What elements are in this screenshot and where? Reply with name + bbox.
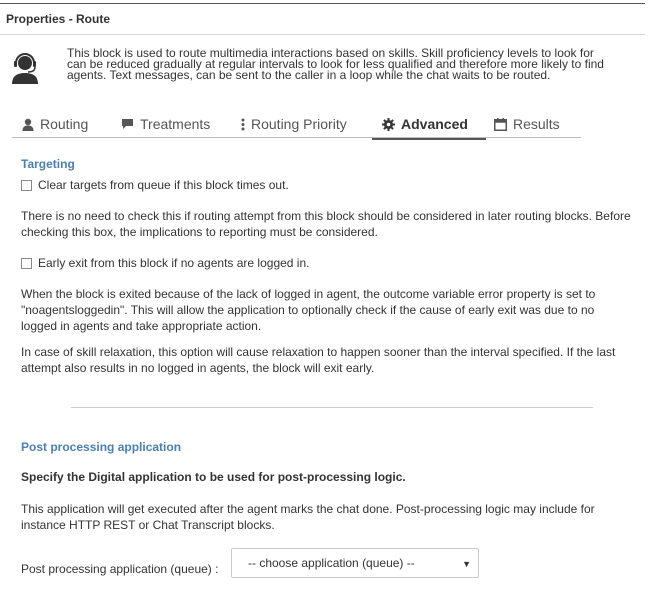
panel-title: Properties - Route: [6, 12, 111, 26]
post-processing-help: This application will get executed after the agent marks the chat done. Post-processing logic may include for instance HTTP REST or Chat Transcript blocks.: [21, 502, 595, 532]
post-processing-field-label: Post processing application (queue) :: [21, 562, 219, 576]
early-exit-option: [21, 256, 309, 270]
clear-targets-help: There is no need to check this if routing attempt from this block should be considered in later routing blocks. Before checking this box, the implications to reporting must be considered.: [21, 209, 631, 239]
skill-relaxation-help: In case of skill relaxation, this option will cause relaxation to happen sooner than the interval specified. If the last attempt also results in no logged in agents, the block will exit early.: [21, 345, 616, 375]
dropdown-caret-icon: ▼: [462, 559, 471, 569]
title-divider: [0, 34, 645, 35]
tab-results[interactable]: [494, 110, 560, 138]
tab-treatments-label: Treatments: [140, 116, 211, 132]
post-processing-instruction: Specify the Digital application to be used for post-processing logic.: [21, 470, 406, 484]
post-processing-application-select[interactable]: [231, 548, 479, 578]
calendar-icon: [494, 118, 507, 131]
tab-routing-priority[interactable]: [241, 110, 347, 138]
targeting-section-title: Targeting: [21, 157, 75, 171]
section-divider: [71, 407, 593, 408]
agent-headset-icon: [10, 52, 40, 84]
tab-results-label: Results: [513, 116, 560, 132]
top-border: [0, 3, 645, 4]
clear-targets-checkbox[interactable]: [21, 180, 32, 191]
early-exit-checkbox[interactable]: [21, 258, 32, 269]
early-exit-help: When the block is exited because of the lack of logged in agent, the outcome variable error property is set to "noagentsloggedin". This will allow the application to optionally check if the cause of early exit was due to no logged in agents and take appropriate action.: [21, 287, 596, 333]
tab-treatments[interactable]: [121, 110, 210, 138]
block-description: This block is used to route multimedia interactions based on skills. Skill proficiency levels to look for can be reduced gradually at regular intervals to look for less qualified and therefore more likely to find agents. Text messages, can be sent to the caller in a loop while the chat waits to be routed.: [67, 46, 604, 82]
tab-advanced[interactable]: [382, 110, 468, 138]
tab-routing[interactable]: [22, 110, 88, 138]
tab-routing-priority-label: Routing Priority: [251, 116, 347, 132]
post-processing-section-title: Post processing application: [21, 440, 182, 454]
tab-bar: [12, 110, 581, 138]
tab-routing-label: Routing: [40, 116, 89, 132]
clear-targets-label: Clear targets from queue if this block times out.: [38, 178, 289, 192]
select-value: -- choose application (queue) --: [248, 556, 415, 570]
tab-advanced-label: Advanced: [401, 116, 468, 132]
agent-icon: [22, 118, 34, 131]
gear-icon: [382, 118, 395, 131]
chat-bubble-icon: [121, 118, 134, 130]
vertical-dots-icon: [241, 118, 245, 131]
early-exit-label: Early exit from this block if no agents are logged in.: [38, 256, 310, 270]
clear-targets-option: [21, 178, 289, 192]
